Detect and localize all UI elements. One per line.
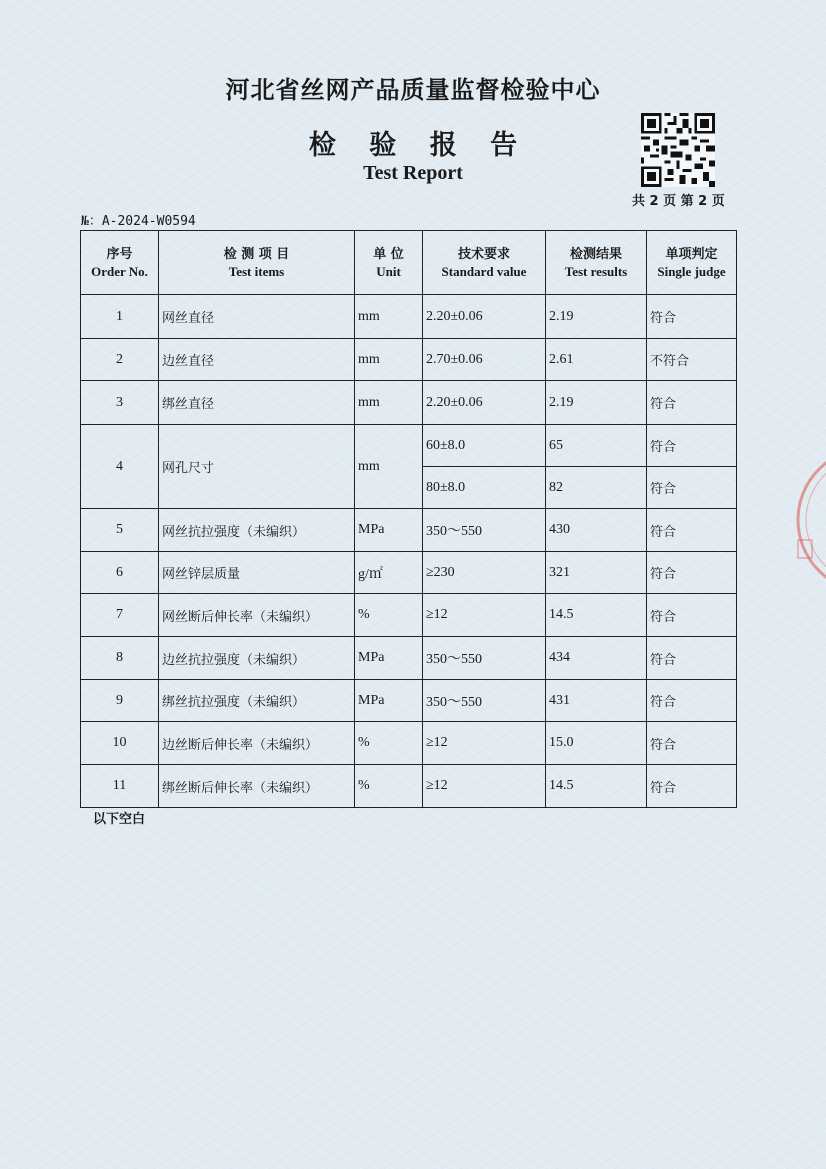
cell-order: 11 (81, 765, 159, 808)
cell-standard: 60±8.0 (423, 425, 546, 467)
cell-standard: ≥12 (423, 594, 546, 637)
cell-judge: 符合 (647, 509, 737, 552)
col-header-items: 检 测 项 目 Test items (159, 231, 355, 295)
blank-below-note: 以下空白 (93, 812, 146, 827)
cell-standard: 2.70±0.06 (423, 339, 546, 381)
seal-stamp-icon (790, 440, 826, 600)
cell-result: 2.19 (546, 381, 647, 425)
cell-result: 431 (546, 680, 647, 722)
table-row (81, 765, 737, 808)
table-row (81, 594, 737, 637)
cell-standard: ≥12 (423, 722, 546, 765)
qr-code-icon (641, 113, 715, 187)
cell-unit: mm (355, 339, 423, 381)
cell-item: 边丝抗拉强度（未编织） (159, 637, 355, 680)
cell-unit: g/㎡ (355, 552, 423, 594)
cell-order: 10 (81, 722, 159, 765)
cell-order: 2 (81, 339, 159, 381)
cell-judge: 符合 (647, 722, 737, 765)
col-header-judge: 单项判定 Single judge (647, 231, 737, 295)
cell-unit: % (355, 765, 423, 808)
cell-result: 430 (546, 509, 647, 552)
table-row (81, 552, 737, 594)
cell-result: 321 (546, 552, 647, 594)
report-title: 检 验 报 告 (308, 130, 530, 161)
cell-standard: 350～550 (423, 637, 546, 680)
table-row (81, 295, 737, 339)
cell-item: 网丝锌层质量 (159, 552, 355, 594)
cell-judge: 符合 (647, 425, 737, 467)
cell-judge: 符合 (647, 680, 737, 722)
cell-result: 15.0 (546, 722, 647, 765)
cell-result: 82 (546, 467, 647, 509)
cell-unit: MPa (355, 509, 423, 552)
cell-order: 4 (81, 425, 159, 509)
table-row (81, 722, 737, 765)
document-number: №：A-2024-W0594 (81, 214, 196, 229)
cell-result: 14.5 (546, 594, 647, 637)
cell-result: 14.5 (546, 765, 647, 808)
cell-judge: 符合 (647, 765, 737, 808)
cell-item: 网丝抗拉强度（未编织） (159, 509, 355, 552)
col-header-unit: 单 位 Unit (355, 231, 423, 295)
cell-item: 网孔尺寸 (159, 425, 355, 509)
cell-order: 5 (81, 509, 159, 552)
cell-judge: 符合 (647, 637, 737, 680)
col-header-standard: 技术要求 Standard value (423, 231, 546, 295)
cell-standard: 80±8.0 (423, 467, 546, 509)
cell-result: 65 (546, 425, 647, 467)
table-row (81, 509, 737, 552)
report-title-en: Test Report (363, 162, 463, 184)
cell-judge: 符合 (647, 295, 737, 339)
col-header-order: 序号 Order No. (81, 231, 159, 295)
cell-order: 7 (81, 594, 159, 637)
cell-unit: MPa (355, 680, 423, 722)
org-name: 河北省丝网产品质量监督检验中心 (225, 76, 601, 104)
table-row (81, 381, 737, 425)
cell-standard: 2.20±0.06 (423, 295, 546, 339)
results-table (80, 230, 737, 808)
table-header-row (81, 231, 737, 295)
cell-unit: mm (355, 381, 423, 425)
cell-judge: 符合 (647, 381, 737, 425)
cell-unit: mm (355, 295, 423, 339)
cell-order: 1 (81, 295, 159, 339)
cell-order: 9 (81, 680, 159, 722)
cell-item: 边丝直径 (159, 339, 355, 381)
cell-standard: 350～550 (423, 509, 546, 552)
table-row (81, 339, 737, 381)
cell-result: 434 (546, 637, 647, 680)
cell-judge: 符合 (647, 594, 737, 637)
cell-unit: MPa (355, 637, 423, 680)
cell-standard: 350～550 (423, 680, 546, 722)
col-header-results: 检测结果 Test results (546, 231, 647, 295)
table-row (81, 680, 737, 722)
cell-unit: % (355, 722, 423, 765)
cell-item: 绑丝抗拉强度（未编织） (159, 680, 355, 722)
cell-result: 2.19 (546, 295, 647, 339)
cell-item: 网丝断后伸长率（未编织） (159, 594, 355, 637)
cell-item: 边丝断后伸长率（未编织） (159, 722, 355, 765)
cell-order: 6 (81, 552, 159, 594)
cell-item: 绑丝断后伸长率（未编织） (159, 765, 355, 808)
cell-standard: ≥12 (423, 765, 546, 808)
cell-judge: 符合 (647, 467, 737, 509)
cell-standard: ≥230 (423, 552, 546, 594)
cell-item: 绑丝直径 (159, 381, 355, 425)
cell-result: 2.61 (546, 339, 647, 381)
cell-order: 8 (81, 637, 159, 680)
cell-judge: 不符合 (647, 339, 737, 381)
table-row (81, 425, 737, 467)
cell-standard: 2.20±0.06 (423, 381, 546, 425)
cell-judge: 符合 (647, 552, 737, 594)
cell-order: 3 (81, 381, 159, 425)
cell-item: 网丝直径 (159, 295, 355, 339)
table-row (81, 637, 737, 680)
cell-unit: mm (355, 425, 423, 509)
page-info: 共 2 页 第 2 页 (632, 194, 725, 209)
cell-unit: % (355, 594, 423, 637)
